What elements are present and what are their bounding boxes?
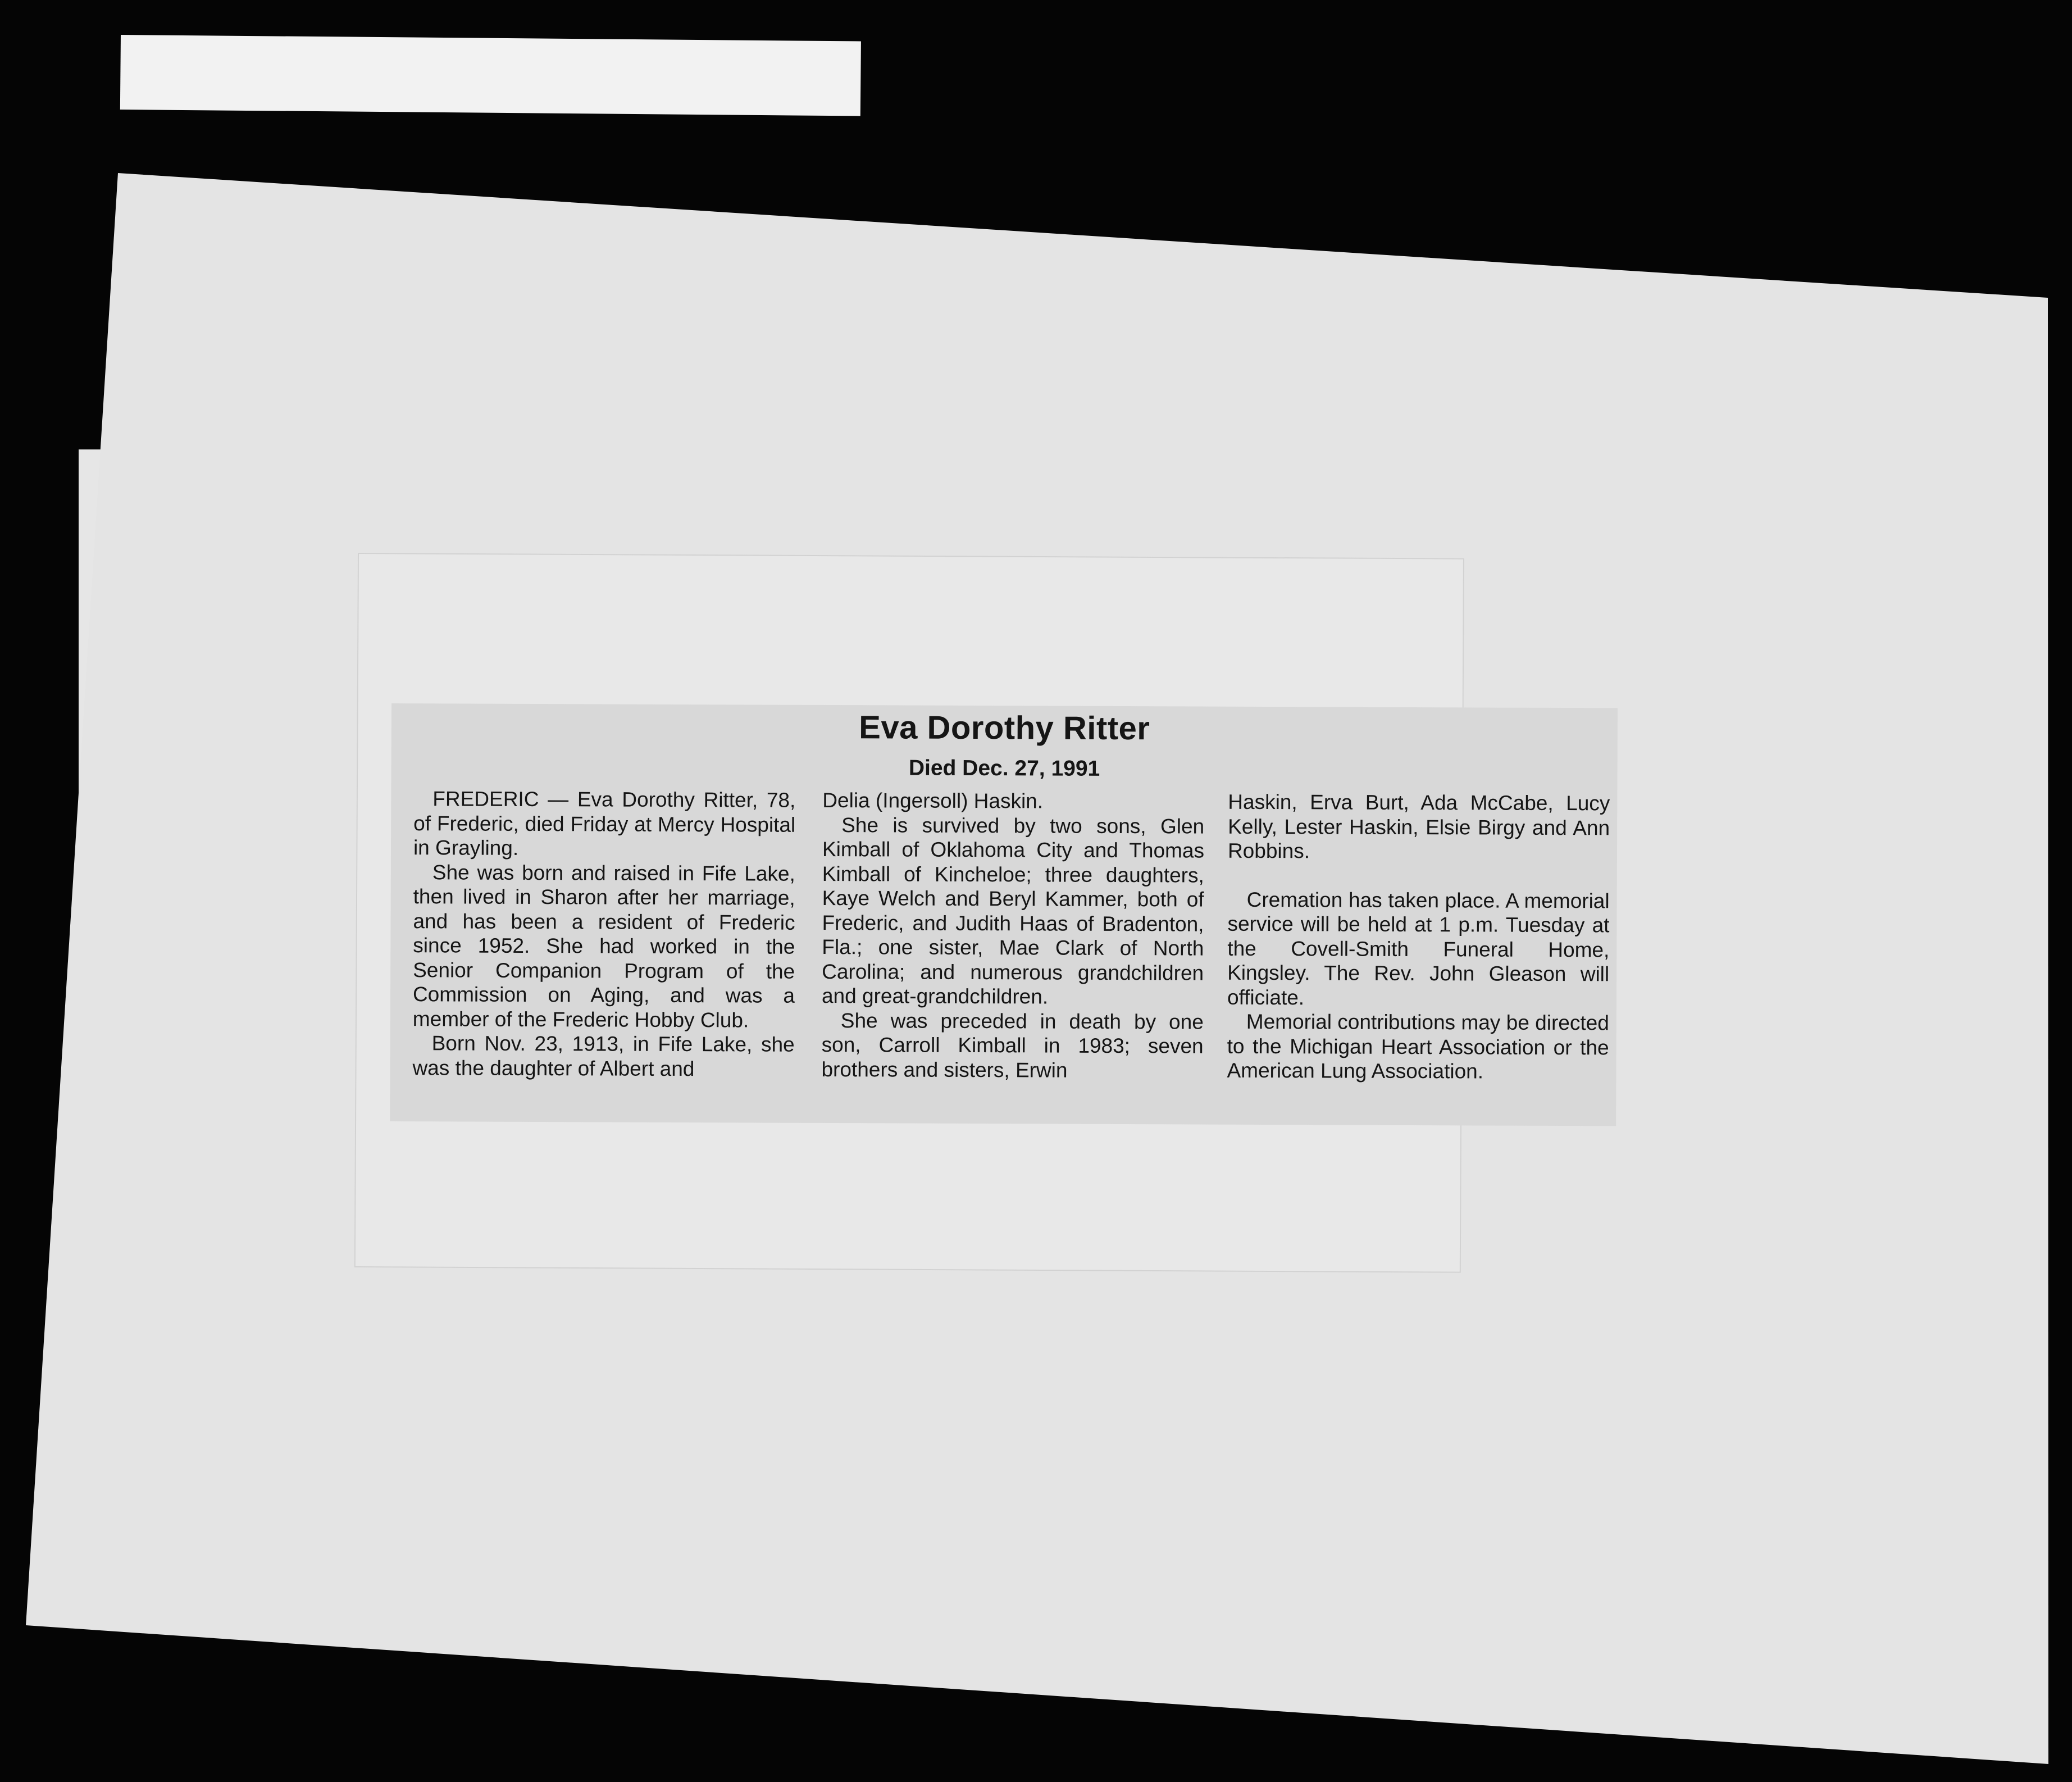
paragraph: Cremation has taken place. A memorial service will be held at 1 p.m. Tuesday at the Covell-Smith Funeral Home, Kingsley. The Rev. John Gleason will officiate. bbox=[1227, 888, 1610, 1009]
paragraph: FREDERIC — Eva Dorothy Ritter, 78, of Frederic, died Friday at Mercy Hospital in Grayling. bbox=[413, 787, 796, 860]
paragraph: Delia (Ingersoll) Haskin. bbox=[822, 788, 1044, 813]
text-column-1 bbox=[412, 787, 795, 1081]
film-label-strip bbox=[120, 35, 861, 116]
paragraph: Haskin, Erva Burt, Ada McCabe, Lucy Kelly, Lester Haskin, Elsie Birgy and Ann Robbins. bbox=[1227, 790, 1610, 863]
paragraph: She was preceded in death by one son, Carroll Kimball in 1983; seven brothers and sisters, Erwin bbox=[821, 1008, 1204, 1082]
obituary-clipping bbox=[390, 703, 1618, 1126]
paragraph: She is survived by two sons, Glen Kimball of Oklahoma City and Thomas Kimball of Kincheloe; three daughters, Kaye Welch and Beryl Kammer, both of Frederic, and Judith Haas of Bradenton, Fla.; one sister, Mae Clark of North Carolina; and numerous grandchildren and great-grandchildren. bbox=[821, 813, 1205, 1008]
paragraph: Memorial contributions may be directed to the Michigan Heart Association or the American Lung Association. bbox=[1227, 1010, 1609, 1083]
text-column-3 bbox=[1227, 790, 1610, 1084]
paragraph: Born Nov. 23, 1913, in Fife Lake, she was the daughter of Albert and bbox=[412, 1031, 795, 1080]
text-column-2 bbox=[821, 788, 1204, 1083]
obituary-date-line: Died Dec. 27, 1991 bbox=[908, 756, 1100, 781]
obituary-title: Eva Dorothy Ritter bbox=[859, 709, 1150, 747]
paragraph: She was born and raised in Fife Lake, then lived in Sharon after her marriage, and has been a resident of Frederic since 1952. She had worked in the Senior Companion Program of the Commission on Aging, and was a member of the Frederic Hobby Club. bbox=[412, 860, 795, 1031]
